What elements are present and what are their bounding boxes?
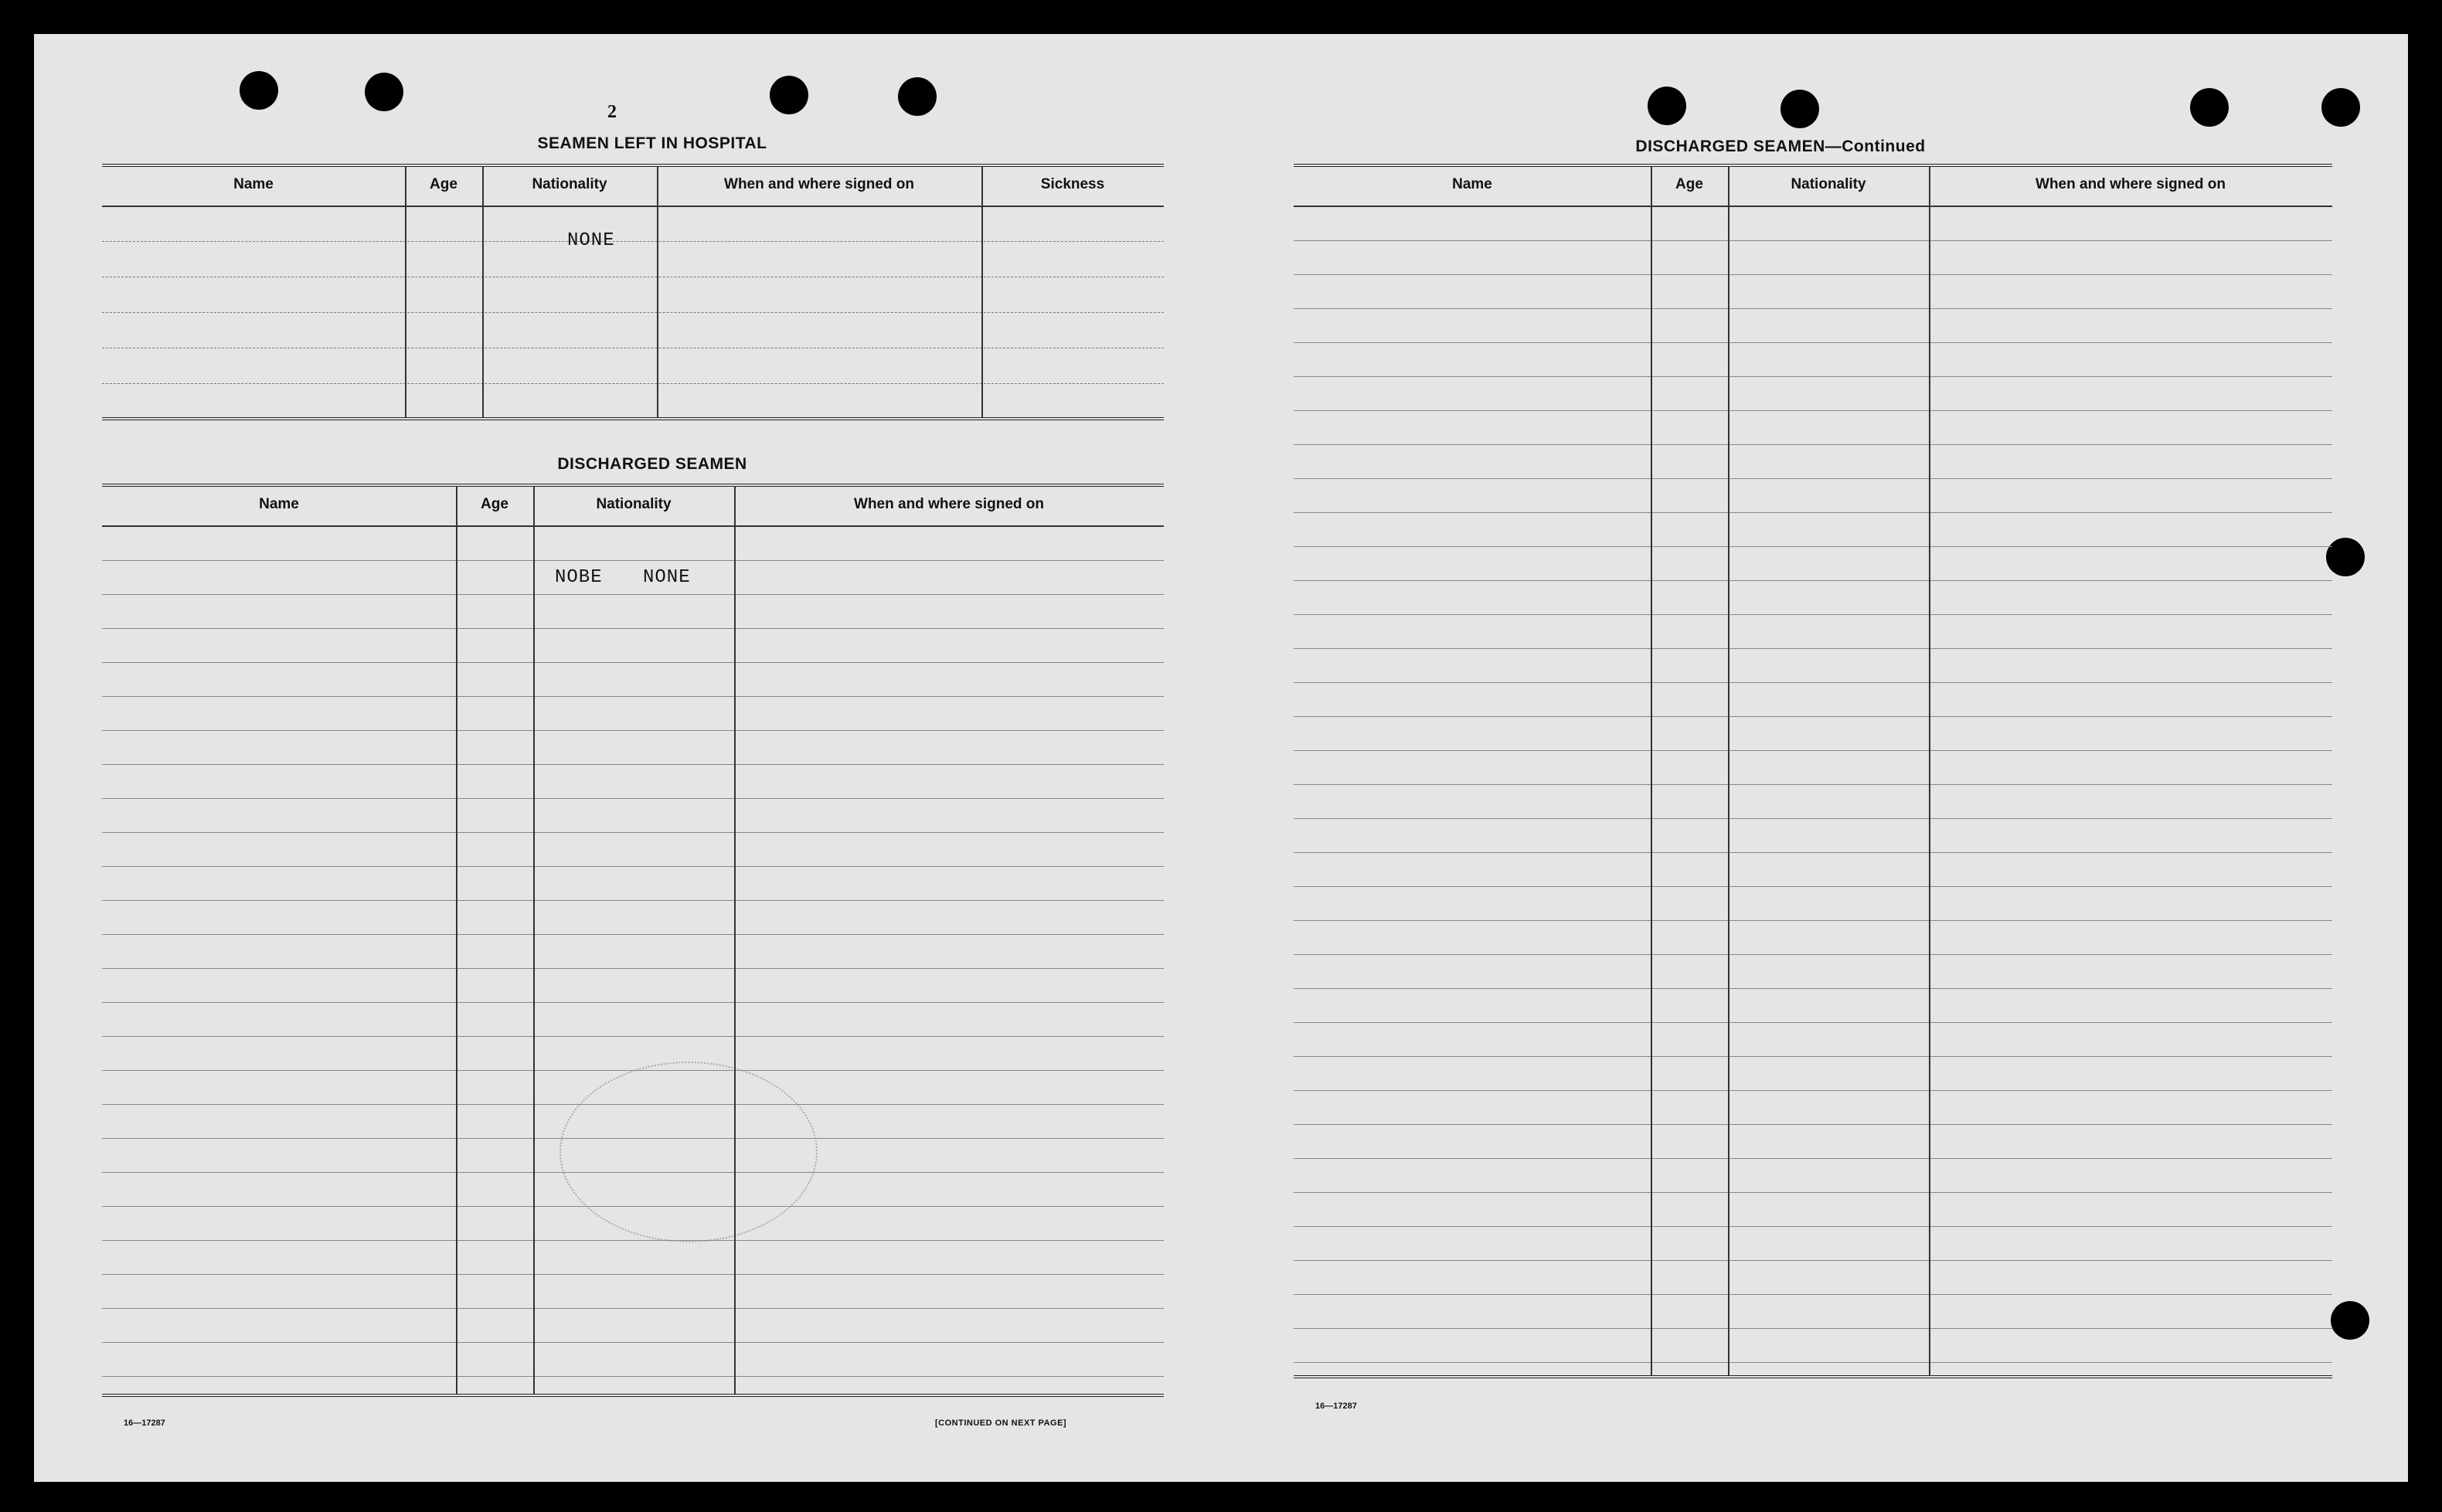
hospital-table-header bbox=[102, 167, 1164, 207]
form-number-right: 16—17287 bbox=[1315, 1402, 1357, 1411]
table-row bbox=[102, 384, 1164, 418]
page-number: 2 bbox=[607, 102, 617, 122]
hospital-section-title: SEAMEN LEFT IN HOSPITAL bbox=[537, 134, 767, 152]
col-header-name: Name bbox=[1452, 176, 1492, 192]
punch-hole bbox=[2331, 1301, 2369, 1340]
discharged-entry-nationality: NONE bbox=[643, 567, 691, 588]
discharged-table bbox=[102, 484, 1164, 1397]
col-header-sickness: Sickness bbox=[1040, 176, 1105, 192]
col-divider bbox=[1651, 167, 1652, 1375]
discharged-continued-header bbox=[1294, 167, 2332, 207]
punch-hole bbox=[1648, 87, 1686, 125]
col-header-nationality: Nationality bbox=[596, 496, 672, 512]
discharged-section-title: DISCHARGED SEAMEN bbox=[557, 455, 747, 473]
col-header-nationality: Nationality bbox=[532, 176, 607, 192]
col-divider bbox=[734, 487, 736, 1394]
discharged-continued-body bbox=[1294, 207, 2332, 1375]
table-row bbox=[102, 348, 1164, 384]
col-divider bbox=[405, 167, 406, 417]
col-divider bbox=[981, 167, 983, 417]
col-header-signed-on: When and where signed on bbox=[2036, 176, 2226, 192]
col-header-age: Age bbox=[430, 176, 457, 192]
discharged-entry-age: NOBE bbox=[555, 567, 603, 588]
table-row bbox=[102, 242, 1164, 277]
hospital-table bbox=[102, 164, 1164, 420]
punch-hole bbox=[2321, 88, 2360, 127]
punch-hole bbox=[2190, 88, 2229, 127]
table-row bbox=[102, 207, 1164, 242]
punch-hole bbox=[365, 73, 403, 111]
col-header-signed-on: When and where signed on bbox=[724, 176, 914, 192]
col-divider bbox=[533, 487, 535, 1394]
discharged-table-header bbox=[102, 487, 1164, 527]
col-divider bbox=[482, 167, 484, 417]
document-sheet bbox=[34, 34, 2408, 1482]
discharged-continued-title: DISCHARGED SEAMEN—Continued bbox=[1635, 138, 1926, 155]
discharged-table-body bbox=[102, 527, 1164, 1394]
table-row bbox=[102, 277, 1164, 313]
col-divider bbox=[456, 487, 457, 1394]
punch-hole bbox=[770, 76, 808, 114]
col-header-signed-on: When and where signed on bbox=[854, 496, 1044, 512]
punch-hole bbox=[240, 71, 278, 110]
hospital-table-body bbox=[102, 207, 1164, 417]
form-number: 16—17287 bbox=[124, 1419, 165, 1428]
table-row bbox=[102, 313, 1164, 348]
col-header-nationality: Nationality bbox=[1791, 176, 1866, 192]
col-header-age: Age bbox=[481, 496, 508, 512]
col-header-name: Name bbox=[233, 176, 274, 192]
col-divider bbox=[657, 167, 658, 417]
col-header-name: Name bbox=[259, 496, 299, 512]
punch-hole bbox=[1780, 90, 1819, 128]
col-divider bbox=[1929, 167, 1930, 1375]
punch-hole bbox=[898, 77, 937, 116]
hospital-entry: NONE bbox=[567, 230, 615, 251]
col-header-age: Age bbox=[1675, 176, 1703, 192]
discharged-continued-table bbox=[1294, 164, 2332, 1378]
continued-note: [CONTINUED ON NEXT PAGE] bbox=[935, 1419, 1067, 1428]
col-divider bbox=[1728, 167, 1729, 1375]
